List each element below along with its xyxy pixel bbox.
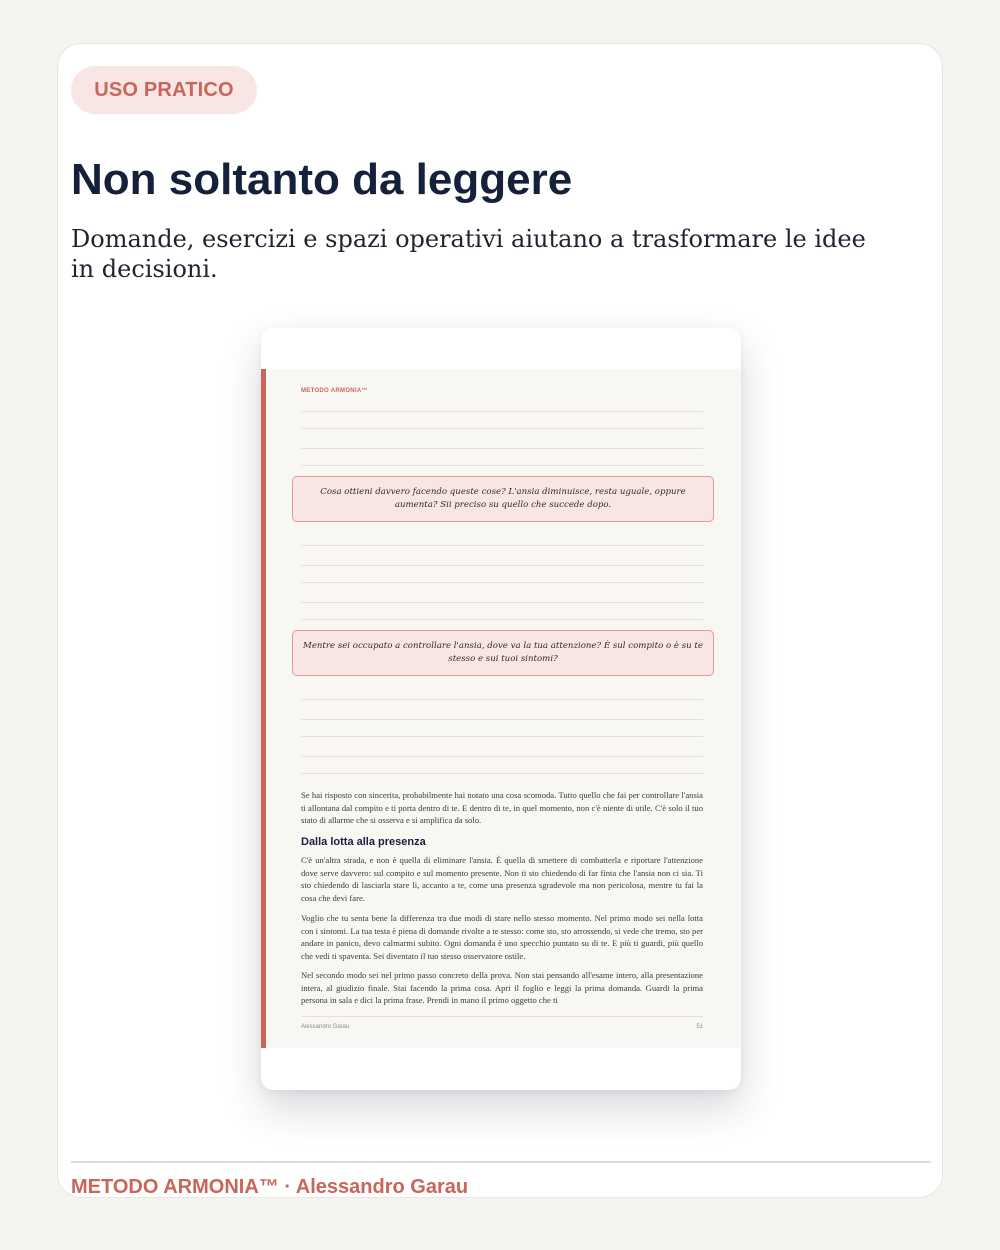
feature-card [57, 43, 943, 1198]
writing-line [301, 448, 703, 449]
writing-line [301, 545, 703, 546]
writing-line [301, 602, 703, 603]
page-footer-divider [301, 1016, 703, 1017]
writing-line [301, 736, 703, 737]
writing-line [301, 719, 703, 720]
footer-divider [71, 1161, 931, 1163]
writing-line [301, 773, 703, 774]
writing-line [301, 619, 703, 620]
book-page-preview [261, 328, 741, 1090]
category-badge: USO PRATICO [71, 66, 257, 114]
page-header: METODO ARMONIA™ [301, 388, 368, 394]
writing-line [301, 411, 703, 412]
body-paragraph: Voglio che tu senta bene la differenza tra due modi di stare nello stesso momento. Nel primo modo sei nella lotta con i sintomi. La tua testa è piena di domande rivolte a te stesso: come sto, sto arrossendo, si vede che tremo, sto per andare in panico, devo calmarmi subito. Ogni domanda è uno specchio puntato su di te. E più ti guardi, più quello che vedi ti spaventa. Sei diventato il tuo stesso osservatore ostile. [301, 913, 703, 962]
writing-line [301, 582, 703, 583]
page-subtitle: Domande, esercizi e spazi operativi aiutano a trasformare le idee in decisioni. [71, 225, 866, 283]
writing-line [301, 465, 703, 466]
page-number: 51 [696, 1024, 703, 1030]
body-paragraph: C'è un'altra strada, e non è quella di eliminare l'ansia. È quella di smettere di combatterla e riportare l'attenzione dove serve davvero: sul compito e sul momento presente. Non ti sto chiedendo di far finta che l'ansia non ci sia. Ti sto chiedendo di lasciarla stare li, accanto a te, come una presenza sgradevole ma non pericolosa, mentre tu fai la cosa che devi fare. [301, 855, 703, 904]
page-accent-bar [261, 369, 266, 1048]
writing-line [301, 565, 703, 566]
book-page [261, 369, 741, 1048]
footer-brand: METODO ARMONIA™ · Alessandro Garau [71, 1176, 469, 1198]
reflection-prompt-text: Cosa ottieni davvero facendo queste cose? L'ansia diminuisce, resta uguale, oppure aumenta? Sii preciso su quello che succede dopo. [320, 486, 686, 510]
writing-line [301, 756, 703, 757]
reflection-prompt-text: Mentre sei occupato a controllare l'ansia, dove va la tua attenzione? È sul compito o è su te stesso e sui tuoi sintomi? [303, 640, 703, 664]
reflection-prompt [292, 630, 714, 676]
section-heading: Dalla lotta alla presenza [301, 836, 426, 848]
page-footer-author: Alessandro Garau [301, 1024, 350, 1030]
body-paragraph: Nel secondo modo sei nel primo passo concreto della prova. Non stai pensando all'esame intero, alla presentazione intera, al giudizio finale. Stai facendo la prima cosa. Apri il foglio e leggi la prima domanda. Guardi la prima persona in sala e dici la prima frase. Prendi in mano il primo oggetto che ti [301, 970, 703, 1006]
reflection-prompt [292, 476, 714, 522]
writing-line [301, 699, 703, 700]
body-paragraph: Se hai risposto con sincerita, probabilmente hai notato una cosa scomoda. Tutto quello che fai per controllare l'ansia ti allontana dal compito e ti porta dentro di te. E dentro di te, in quel momento, non c'è niente di utile. C'è solo il tuo stato di allarme che si osserva e si amplifica da solo. [301, 790, 703, 826]
page-title: Non soltanto da leggere [71, 155, 573, 204]
writing-line [301, 428, 703, 429]
